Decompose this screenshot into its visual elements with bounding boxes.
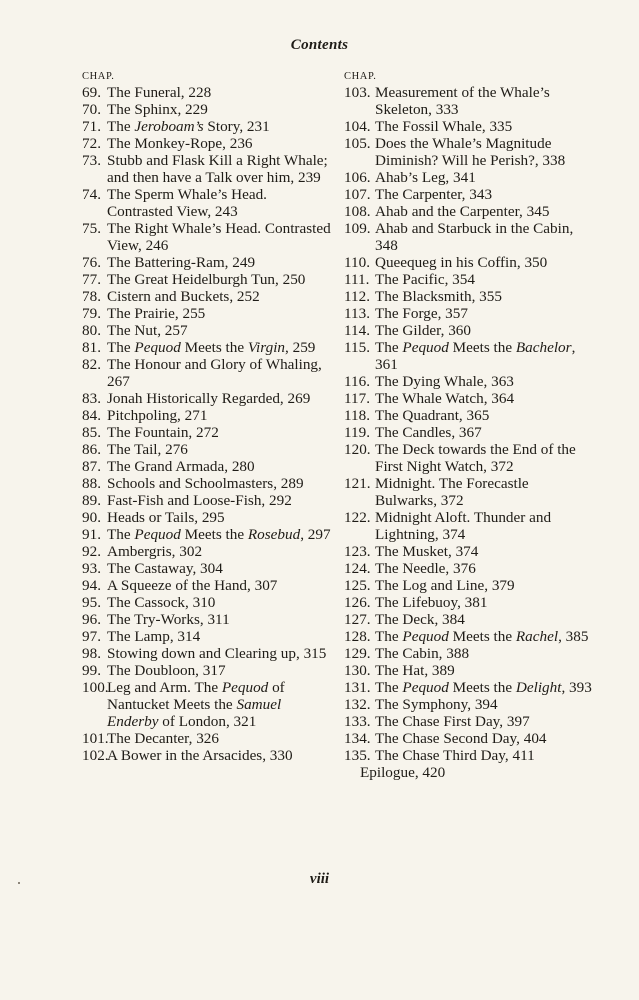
chapter-title: The Decanter, 326: [107, 730, 219, 747]
chapter-title: The Pequod Meets the Rachel, 385: [375, 628, 589, 645]
contents-entry: [344, 424, 594, 441]
chapter-number: 120.: [344, 441, 371, 458]
contents-entry: [82, 322, 332, 339]
chapter-number: 82.: [82, 356, 101, 373]
chapter-number: 106.: [344, 169, 371, 186]
contents-entry: [344, 730, 594, 747]
chapter-title: The Tail, 276: [107, 441, 188, 458]
chapter-number: 69.: [82, 84, 101, 101]
contents-entry: [344, 135, 594, 169]
chapter-title: The Jeroboam’s Story, 231: [107, 118, 270, 135]
contents-entry: [344, 475, 594, 509]
chapter-number: 96.: [82, 611, 101, 628]
chapter-number: 77.: [82, 271, 101, 288]
chapter-number: 130.: [344, 662, 371, 679]
chapter-title: A Squeeze of the Hand, 307: [107, 577, 278, 594]
chapter-number: 100.: [82, 679, 109, 696]
chapter-number: 127.: [344, 611, 371, 628]
chapter-number: 76.: [82, 254, 101, 271]
chapter-title: Ahab and Starbuck in the Cabin, 348: [375, 220, 574, 254]
chapter-title: Measurement of the Whale’s Skeleton, 333: [375, 84, 550, 118]
chapter-title: The Doubloon, 317: [107, 662, 226, 679]
chapter-title: The Honour and Glory of Whaling, 267: [107, 356, 322, 390]
contents-entry: [82, 254, 332, 271]
contents-entry: [82, 441, 332, 458]
chapter-number: 104.: [344, 118, 371, 135]
chapter-number: 84.: [82, 407, 101, 424]
chapter-number: 119.: [344, 424, 371, 441]
contents-entry: [344, 407, 594, 424]
chapter-number: 87.: [82, 458, 101, 475]
chapter-title: The Gilder, 360: [375, 322, 471, 339]
contents-entry: [344, 305, 594, 322]
chapter-title: The Pequod Meets the Bachelor, 361: [375, 339, 576, 373]
contents-entry: [344, 509, 594, 543]
contents-entry: [82, 475, 332, 492]
chapter-title: The Great Heidelburgh Tun, 250: [107, 271, 306, 288]
chapter-title: The Symphony, 394: [375, 696, 498, 713]
chapter-title: Epilogue, 420: [360, 764, 446, 781]
chapter-title: The Whale Watch, 364: [375, 390, 515, 407]
chapter-number: 99.: [82, 662, 101, 679]
chapter-number: 93.: [82, 560, 101, 577]
contents-entry: [82, 577, 332, 594]
chapter-number: 109.: [344, 220, 371, 237]
chapter-number: 78.: [82, 288, 101, 305]
chapter-title: The Cabin, 388: [375, 645, 470, 662]
contents-entry: [344, 271, 594, 288]
contents-entry: [344, 679, 594, 696]
chapter-number: 75.: [82, 220, 101, 237]
contents-entry: [82, 679, 332, 730]
contents-entry: [82, 84, 332, 101]
chapter-number: 74.: [82, 186, 101, 203]
contents-entry: [344, 441, 594, 475]
chapter-title: Stubb and Flask Kill a Right Whale; and then have a Talk over him, 239: [107, 152, 328, 186]
chapter-title: Pitchpoling, 271: [107, 407, 208, 424]
chapter-number: 102.: [82, 747, 109, 764]
chapter-title: The Grand Armada, 280: [107, 458, 255, 475]
chapter-number: 80.: [82, 322, 101, 339]
chapter-number: 85.: [82, 424, 101, 441]
contents-entry: [82, 135, 332, 152]
chapter-number: 134.: [344, 730, 371, 747]
chapter-title: The Chase Third Day, 411: [375, 747, 535, 764]
contents-entry: [344, 288, 594, 305]
chapter-title: Does the Whale’s Magnitude Diminish? Will he Perish?, 338: [375, 135, 566, 169]
contents-entry: [344, 577, 594, 594]
chapter-title: The Candles, 367: [375, 424, 482, 441]
chapter-number: 122.: [344, 509, 371, 526]
chapter-number: 133.: [344, 713, 371, 730]
chapter-number: 94.: [82, 577, 101, 594]
chapter-title: The Pequod Meets the Delight, 393: [375, 679, 592, 696]
chapter-title: Heads or Tails, 295: [107, 509, 225, 526]
chapter-number: 128.: [344, 628, 371, 645]
chapter-title: The Needle, 376: [375, 560, 476, 577]
chap-label-left: CHAP.: [82, 71, 115, 82]
contents-entry: [82, 492, 332, 509]
chapter-title: Midnight Aloft. Thunder and Lightning, 374: [375, 509, 552, 543]
chapter-title: The Castaway, 304: [107, 560, 223, 577]
chapter-title: The Pequod Meets the Virgin, 259: [107, 339, 316, 356]
chapter-title: Jonah Historically Regarded, 269: [107, 390, 311, 407]
chapter-number: 86.: [82, 441, 101, 458]
chapter-title: The Deck, 384: [375, 611, 465, 628]
contents-entry: [82, 560, 332, 577]
contents-entry: [344, 390, 594, 407]
contents-entry: [344, 611, 594, 628]
chapter-title: The Funeral, 228: [107, 84, 212, 101]
contents-entry: [82, 730, 332, 747]
chapter-title: The Musket, 374: [375, 543, 479, 560]
chapter-title: The Prairie, 255: [107, 305, 206, 322]
contents-entry: [82, 645, 332, 662]
chapter-title: The Battering-Ram, 249: [107, 254, 256, 271]
contents-entry: [82, 458, 332, 475]
chapter-title: Schools and Schoolmasters, 289: [107, 475, 304, 492]
chapter-title: Midnight. The Forecastle Bulwarks, 372: [375, 475, 529, 509]
contents-entry: [344, 373, 594, 390]
contents-entry: [82, 305, 332, 322]
contents-column-left: [82, 70, 332, 764]
chapter-number: 101.: [82, 730, 109, 747]
chapter-number: 89.: [82, 492, 101, 509]
chapter-title: The Pequod Meets the Rosebud, 297: [107, 526, 331, 543]
chapter-number: 81.: [82, 339, 101, 356]
chapter-number: 71.: [82, 118, 101, 135]
chapter-number: 95.: [82, 594, 101, 611]
chapter-title: The Deck towards the End of the First Night Watch, 372: [375, 441, 576, 475]
contents-entry: [82, 118, 332, 135]
chapter-title: The Pacific, 354: [375, 271, 475, 288]
chapter-number: 113.: [344, 305, 371, 322]
chapter-title: Ahab’s Leg, 341: [375, 169, 476, 186]
contents-entry: [344, 560, 594, 577]
chapter-number: 72.: [82, 135, 101, 152]
chapter-title: The Fossil Whale, 335: [375, 118, 513, 135]
chapter-list-left: [82, 84, 332, 764]
chapter-number: 90.: [82, 509, 101, 526]
chapter-number: 117.: [344, 390, 371, 407]
contents-entry: [344, 747, 594, 764]
chapter-title: Ahab and the Carpenter, 345: [375, 203, 550, 220]
chapter-title: The Chase Second Day, 404: [375, 730, 547, 747]
contents-entry: [344, 118, 594, 135]
chapter-title: The Lamp, 314: [107, 628, 201, 645]
contents-entry: [82, 339, 332, 356]
contents-column-right: [344, 70, 594, 781]
contents-entry: [82, 220, 332, 254]
chapter-number: 91.: [82, 526, 101, 543]
chapter-number: 126.: [344, 594, 371, 611]
contents-entry: [82, 662, 332, 679]
chapter-list-right: [344, 84, 594, 781]
contents-entry: [344, 594, 594, 611]
chapter-title: Fast-Fish and Loose-Fish, 292: [107, 492, 292, 509]
contents-entry: [82, 424, 332, 441]
chapter-title: The Sphinx, 229: [107, 101, 208, 118]
chapter-number: 124.: [344, 560, 371, 577]
contents-entry: [344, 220, 594, 254]
chapter-title: A Bower in the Arsacides, 330: [107, 747, 293, 764]
chapter-title: The Carpenter, 343: [375, 186, 493, 203]
chapter-number: 83.: [82, 390, 101, 407]
chapter-number: 79.: [82, 305, 101, 322]
chapter-title: The Forge, 357: [375, 305, 468, 322]
chapter-title: The Cassock, 310: [107, 594, 216, 611]
contents-entry: [82, 594, 332, 611]
chapter-number: 73.: [82, 152, 101, 169]
chapter-number: 107.: [344, 186, 371, 203]
chapter-number: 112.: [344, 288, 371, 305]
contents-entry: [344, 662, 594, 679]
chapter-title: The Dying Whale, 363: [375, 373, 514, 390]
contents-entry: [344, 713, 594, 730]
chapter-number: 70.: [82, 101, 101, 118]
chapter-title: Queequeg in his Coffin, 350: [375, 254, 548, 271]
chapter-number: 110.: [344, 254, 371, 271]
chapter-title: The Blacksmith, 355: [375, 288, 502, 305]
contents-entry: [82, 611, 332, 628]
chapter-title: The Right Whale’s Head. Contrasted View, 246: [107, 220, 331, 254]
chapter-number: 123.: [344, 543, 371, 560]
chapter-title: The Hat, 389: [375, 662, 455, 679]
contents-entry: [82, 628, 332, 645]
chapter-number: 121.: [344, 475, 371, 492]
contents-entry: [344, 186, 594, 203]
chap-label-right: CHAP.: [344, 71, 377, 82]
chapter-number: 92.: [82, 543, 101, 560]
page-title: Contents: [290, 37, 349, 53]
contents-entry: [82, 271, 332, 288]
contents-entry: [344, 254, 594, 271]
chapter-title: The Fountain, 272: [107, 424, 219, 441]
chapter-title: The Nut, 257: [107, 322, 188, 339]
chapter-title: Leg and Arm. The Pequod of Nantucket Meets the Samuel Enderby of London, 321: [107, 679, 285, 730]
contents-entry: [82, 288, 332, 305]
chapter-title: The Log and Line, 379: [375, 577, 515, 594]
chapter-title: The Sperm Whale’s Head. Contrasted View, 243: [107, 186, 267, 220]
chapter-number: 88.: [82, 475, 101, 492]
chapter-title: Stowing down and Clearing up, 315: [107, 645, 327, 662]
contents-entry: [344, 84, 594, 118]
contents-entry: [82, 747, 332, 764]
contents-entry: [82, 407, 332, 424]
chapter-number: 116.: [344, 373, 371, 390]
chapter-number: 111.: [344, 271, 370, 288]
chapter-title: The Monkey-Rope, 236: [107, 135, 253, 152]
chapter-title: The Chase First Day, 397: [375, 713, 530, 730]
contents-entry: [82, 186, 332, 220]
contents-entry: [82, 526, 332, 543]
contents-entry: [344, 169, 594, 186]
chapter-title: The Quadrant, 365: [375, 407, 490, 424]
chapter-number: 135.: [344, 747, 371, 764]
contents-entry: [344, 645, 594, 662]
chapter-title: Cistern and Buckets, 252: [107, 288, 260, 305]
contents-entry: [344, 203, 594, 220]
chapter-number: 132.: [344, 696, 371, 713]
chapter-number: 118.: [344, 407, 371, 424]
contents-entry: [344, 628, 594, 645]
chapter-number: 129.: [344, 645, 371, 662]
chapter-number: 114.: [344, 322, 371, 339]
contents-entry: [344, 339, 594, 373]
chapter-number: 98.: [82, 645, 101, 662]
contents-entry: [82, 390, 332, 407]
chapter-number: 105.: [344, 135, 371, 152]
chapter-title: The Lifebuoy, 381: [375, 594, 488, 611]
contents-entry: [344, 543, 594, 560]
contents-entry: [82, 356, 332, 390]
chapter-number: 108.: [344, 203, 371, 220]
contents-entry: [82, 509, 332, 526]
chapter-number: 131.: [344, 679, 371, 696]
paper-speck: [18, 882, 20, 884]
chapter-title: Ambergris, 302: [107, 543, 203, 560]
contents-entry: [344, 322, 594, 339]
contents-entry: [82, 543, 332, 560]
chapter-number: 125.: [344, 577, 371, 594]
contents-entry: [82, 101, 332, 118]
page-number: viii: [309, 871, 330, 887]
chapter-number: 115.: [344, 339, 371, 356]
contents-entry: [344, 764, 594, 781]
contents-entry: [344, 696, 594, 713]
contents-entry: [82, 152, 332, 186]
chapter-number: 97.: [82, 628, 101, 645]
chapter-title: The Try-Works, 311: [107, 611, 230, 628]
chapter-number: 103.: [344, 84, 371, 101]
